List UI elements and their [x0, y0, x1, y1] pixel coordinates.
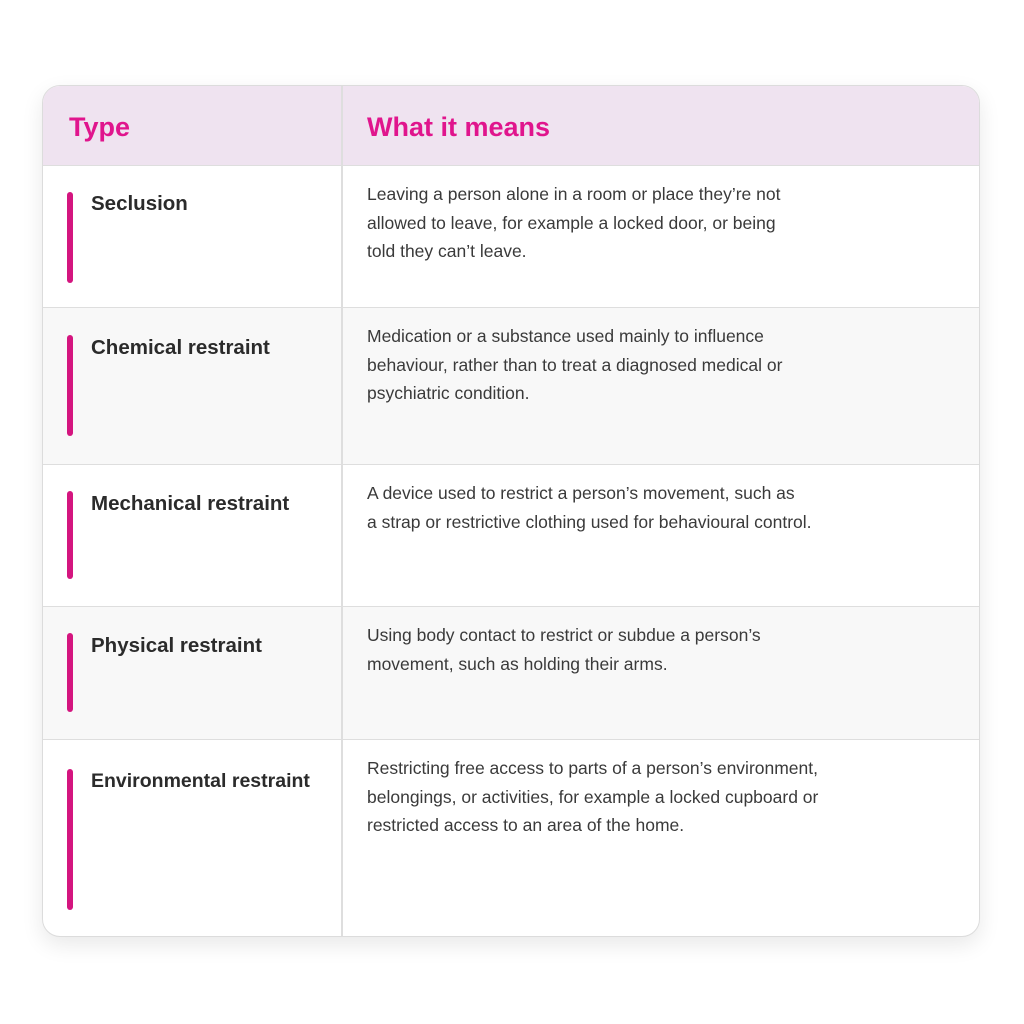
table-header [43, 86, 979, 166]
meaning-line: restricted access to an area of the home. [367, 815, 685, 835]
meaning-line: a strap or restrictive clothing used for behavioural control. [367, 511, 812, 532]
meaning-line: Using body contact to restrict or subdue a person’s [367, 625, 761, 645]
row-accent-bar [67, 335, 73, 436]
row-type: Chemical restraint [91, 336, 270, 359]
table-row [43, 308, 979, 465]
meaning-line: movement, such as holding their arms. [367, 653, 668, 674]
meaning-line: allowed to leave, for example a locked door, or being [367, 212, 776, 233]
row-accent-bar [67, 633, 73, 712]
column-divider [341, 86, 343, 936]
row-type: Physical restraint [91, 634, 262, 657]
meaning-line: behaviour, rather than to treat a diagnosed medical or [367, 354, 783, 375]
meaning-line: Leaving a person alone in a room or place they’re not [367, 184, 781, 204]
restraint-types-table [42, 85, 980, 937]
header-type: Type [69, 112, 131, 142]
meaning-line: psychiatric condition. [367, 383, 530, 403]
row-meaning [367, 754, 897, 840]
table-row [43, 166, 979, 308]
meaning-line: told they can’t leave. [367, 241, 527, 261]
row-type: Mechanical restraint [91, 492, 290, 515]
row-meaning [367, 621, 897, 678]
table-row [43, 607, 979, 740]
header-meaning: What it means [367, 112, 551, 142]
row-meaning [367, 479, 897, 536]
row-meaning [367, 322, 897, 408]
row-meaning [367, 180, 897, 266]
meaning-line: Medication or a substance used mainly to influence [367, 326, 764, 346]
row-accent-bar [67, 192, 73, 283]
row-accent-bar [67, 491, 73, 579]
row-type: Environmental restraint [91, 770, 310, 792]
table-row [43, 740, 979, 937]
table-row [43, 465, 979, 607]
row-accent-bar [67, 769, 73, 910]
meaning-line: A device used to restrict a person’s movement, such as [367, 483, 795, 503]
meaning-line: belongings, or activities, for example a locked cupboard or [367, 786, 819, 807]
meaning-line: Restricting free access to parts of a person’s environment, [367, 758, 819, 778]
row-type: Seclusion [91, 192, 188, 215]
